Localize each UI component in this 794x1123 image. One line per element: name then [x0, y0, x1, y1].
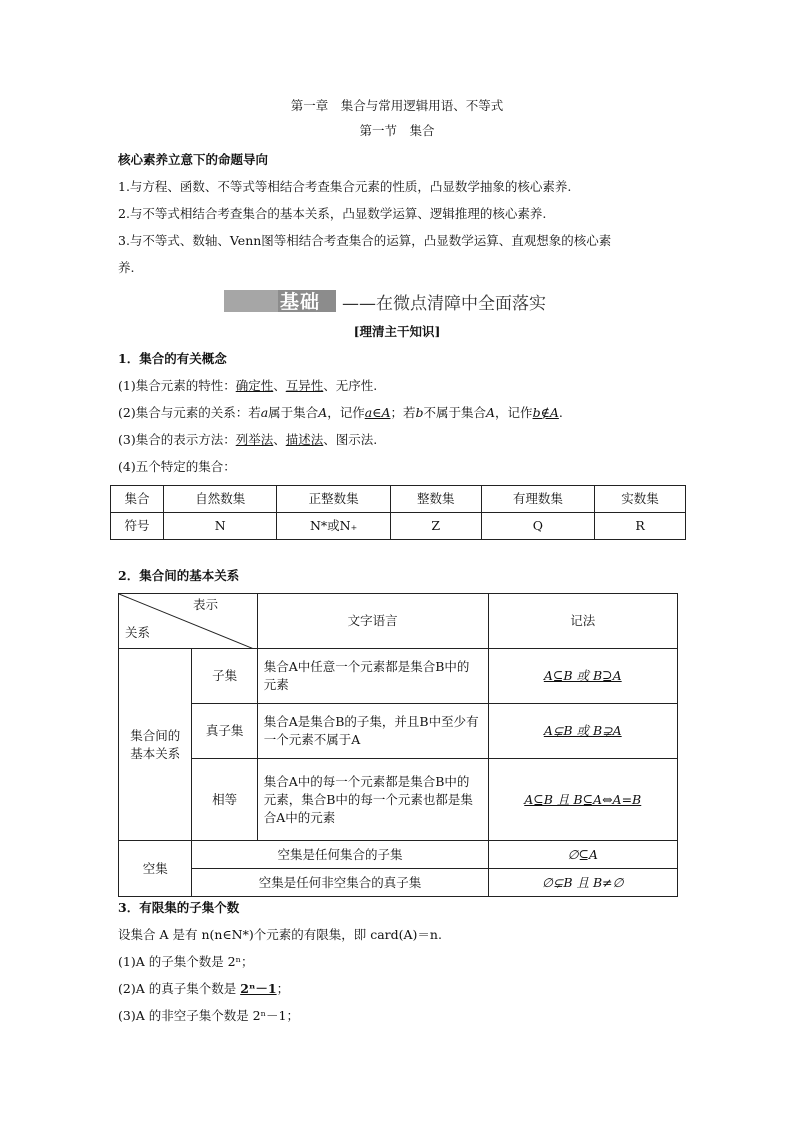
intro-item-3: 3.与不等式、数轴、Venn图等相结合考查集合的运算，凸显数学运算、直观想象的核心素: [118, 233, 612, 248]
table-row: 真子集 集合A是集合B的子集，并且B中至少有一个元素不属于A A⊊B 或 B⊋A: [119, 704, 678, 759]
s3-p3: (3)A 的非空子集个数是 2ⁿ－1；: [118, 1008, 299, 1023]
intro-heading: 核心素养立意下的命题导向: [118, 152, 269, 167]
blank-belongs: a∈A: [364, 405, 391, 420]
chapter-title: 第一章 集合与常用逻辑用语、不等式: [290, 98, 504, 113]
table-row: 相等 集合A中的每一个元素都是集合B中的元素，集合B中的每一个元素也都是集合A中的元素 A⊆B 且 B⊆A⇔A=B: [119, 759, 678, 841]
intro-item-2: 2.与不等式相结合考查集合的基本关系，凸显数学运算、逻辑推理的核心素养.: [118, 206, 547, 221]
s1-p3: (3)集合的表示方法：列举法、描述法、图示法.: [118, 432, 378, 447]
subheading: [理清主干知识]: [353, 324, 441, 339]
table-row: 集合间的基本关系 子集 集合A中任意一个元素都是集合B中的元素 A⊆B 或 B⊇A: [119, 649, 678, 704]
table-row: 空集是任何非空集合的真子集 ∅⊊B 且 B≠∅: [119, 869, 678, 897]
blank-not-belongs: b∉A: [532, 405, 559, 420]
diagonal-header-cell: 表示 关系: [119, 594, 258, 649]
banner-word: 基础: [280, 291, 321, 313]
s1-p4: (4)五个特定的集合：: [118, 459, 236, 474]
s3-p2: (2)A 的真子集个数是 2ⁿ－1；: [118, 981, 290, 996]
s2-title: 2．集合间的基本关系: [118, 568, 240, 583]
intro-item-3-cont: 养.: [118, 260, 135, 275]
blank-distinctness: 互异性: [285, 378, 324, 393]
s3-p1: (1)A 的子集个数是 2ⁿ；: [118, 954, 254, 969]
table-row: 集合 自然数集 正整数集 整数集 有理数集 实数集: [111, 486, 686, 513]
s1-p1: (1)集合元素的特性：确定性、互异性、无序性.: [118, 378, 378, 393]
section-banner: [224, 286, 570, 314]
blank-determinacy: 确定性: [235, 378, 274, 393]
section-title: 第一节 集合: [359, 123, 435, 138]
s1-title: 1．集合的有关概念: [118, 351, 227, 366]
blank-description: 描述法: [285, 432, 324, 447]
set-relations-table: 表示 关系 文字语言 记法 集合间的基本关系 子集 集合A中任意一个元素都是集合B中的元素 A⊆B 或 B⊇A 真子集 集合A是集合B的子集，并且B中至少有一个元素不属于A A⊊B 或 B⊋A 相等 集合A中的每一个元素都是集合B中的元素，集合B中的每一个元素也都是集合A中的元素 A⊆B 且 B⊆A⇔A=B 空集 空集是任何集合的子集 ∅⊆A 空集是任何非空集合的真子集 ∅⊊B 且 B≠∅: [118, 593, 678, 897]
special-sets-table: [110, 485, 686, 540]
table-row: 空集 空集是任何集合的子集 ∅⊆A: [119, 841, 678, 869]
s3-p0: 设集合 A 是有 n(n∈N*)个元素的有限集，即 card(A)＝n.: [118, 927, 442, 942]
intro-item-1: 1.与方程、函数、不等式等相结合考查集合元素的性质，凸显数学抽象的核心素养.: [118, 179, 572, 194]
s1-p2: (2)集合与元素的关系：若a属于集合A，记作a∈A；若b不属于集合A，记作b∉A.: [118, 405, 563, 420]
blank-roster: 列举法: [235, 432, 274, 447]
table-row: 符号 N N*或N₊ Z Q R: [111, 513, 686, 540]
blank-proper-subsets: 2ⁿ－1: [240, 981, 277, 996]
s3-title: 3．有限集的子集个数: [118, 900, 240, 915]
banner-tail: ——在微点清障中全面落实: [342, 294, 546, 314]
